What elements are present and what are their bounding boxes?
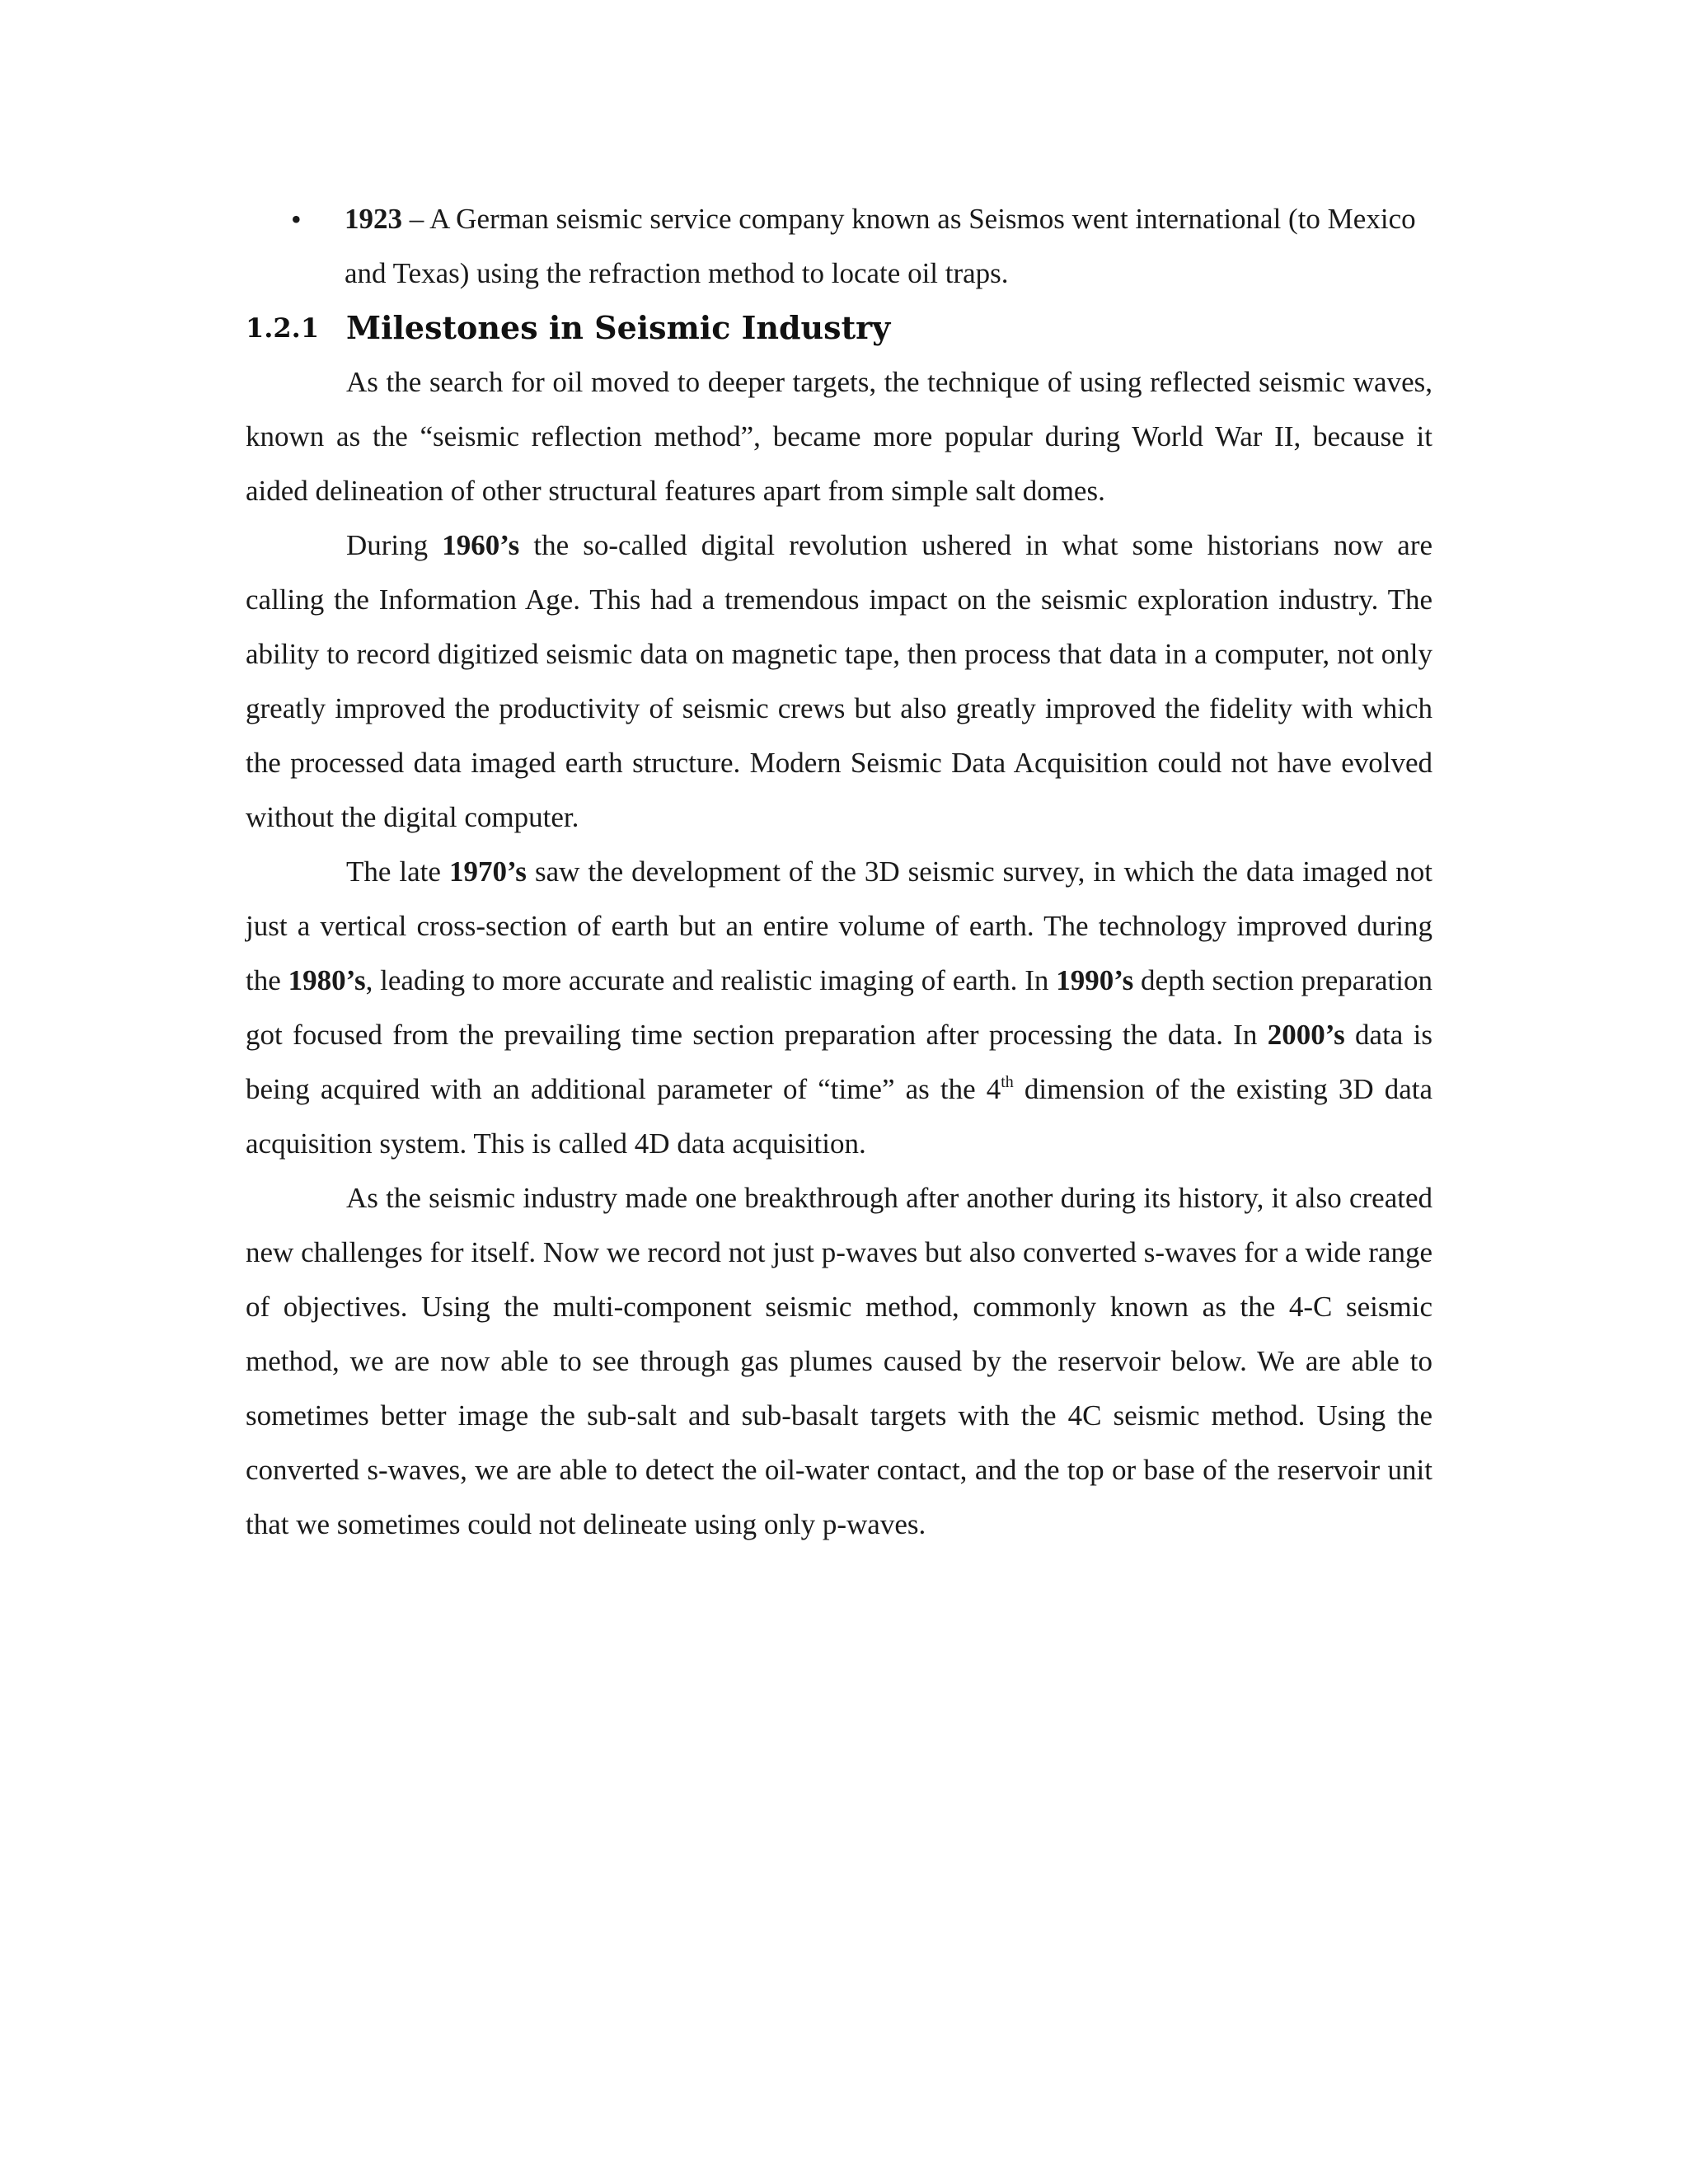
paragraph-text: the so-called digital revolution ushered in what some historians now are calling the Information Age. This had a tremendous impact on the seismic exploration industry. The ability to record digitized seismic data on magnetic tape, then process that data in a computer, not only greatly improved the productivity of seismic crews but also greatly improved the fidelity with which the processed data imaged earth structure. Modern Seismic Data Acquisition could not have evolved without the digital computer. (246, 529, 1433, 833)
decade-1970s: 1970’s (448, 855, 527, 888)
paragraph-text: depth section preparation got focused from the prevailing time section preparation after processing the data. In (246, 964, 1432, 1051)
bullet-icon: • (291, 203, 302, 236)
section-heading (246, 301, 1432, 355)
section-title: Milestones in Seismic Industry (346, 309, 891, 346)
section-number: 1.2.1 (246, 312, 320, 344)
decade-1960s: 1960’s (442, 529, 520, 561)
paragraph-text: saw the development of the 3D seismic survey, in which the data imaged not just a vertical cross-section of earth but an entire volume of earth. The technology improved during the (246, 855, 1432, 996)
paragraph-text: dimension of the existing 3D data acquisition system. This is called 4D data acquisition. (246, 1073, 1432, 1160)
bullet-year: 1923 (345, 203, 402, 235)
paragraph-text: , leading to more accurate and realistic imaging of earth. In (365, 964, 1057, 996)
paragraph-digital-revolution (246, 518, 1432, 845)
decade-1990s: 1990’s (1056, 964, 1134, 996)
decade-1980s: 1980’s (288, 964, 366, 996)
bullet-text: – A German seismic service company known as Seismos went international (to Mexico and Texas) using the refraction method to locate oil traps. (345, 203, 1416, 289)
bullet-item-1923 (246, 192, 1432, 301)
page-content (246, 192, 1432, 1552)
decade-2000s: 2000’s (1267, 1019, 1345, 1051)
paragraph-text: data is being acquired with an additional parameter of “time” as the 4 (246, 1019, 1432, 1105)
paragraph-3d-survey (246, 845, 1432, 1171)
paragraph-4c-seismic (246, 1171, 1432, 1552)
paragraph-text: The late (346, 855, 449, 888)
paragraph-text: During (346, 529, 443, 561)
paragraph-text: As the seismic industry made one breakthrough after another during its history, it also created new challenges for itself. Now we record not just p-waves but also converted s-waves for a wide range of objectives. Using the multi-component seismic method, commonly known as the 4-C seismic method, we are now able to see through gas plumes caused by the reservoir below. We are able to sometimes better image the sub-salt and sub-basalt targets with the 4C seismic method. Using the converted s-waves, we are able to detect the oil-water contact, and the top or base of the reservoir unit that we sometimes could not delineate using only p-waves. (246, 1182, 1432, 1540)
paragraph-text: As the search for oil moved to deeper targets, the technique of using reflected seismic waves, known as the “seismic reflection method”, became more popular during World War II, because it aided delineation of other structural features apart from simple salt domes. (246, 366, 1432, 507)
superscript-th: th (1001, 1073, 1014, 1091)
paragraph-reflection-method (246, 355, 1432, 518)
